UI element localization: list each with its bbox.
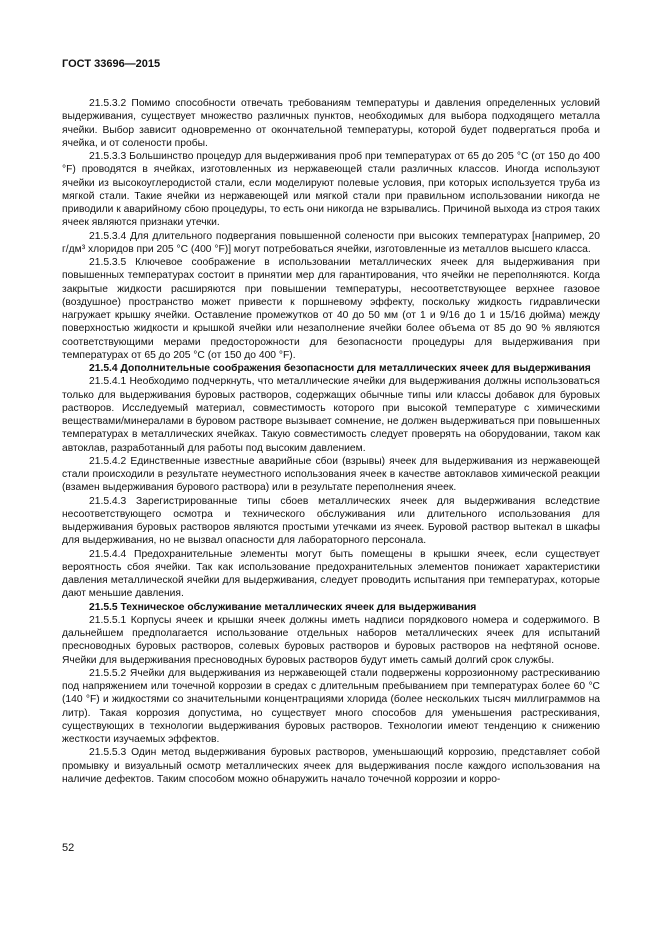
paragraph: 21.5.3.3 Большинство процедур для выдерживания проб при температурах от 65 до 205 °С (от 150 до 400 °F) проводятся в ячейках, изготовленных из нержавеющей стали различных классов. Иногда используют ячейки из высокоуглеродистой стали, если моделируют полевые условия, при которых используется труба из мягкой стали. Такие ячейки из нержавеющей или мягкой стали при правильном использовании никогда не приводили к аварийному сбою процедуры, то есть они никогда не взрывались. Причиной выхода из строя таких ячеек являются признаки утечки.	[62, 151, 600, 229]
paragraph: 21.5.3.5 Ключевое соображение в использовании металлических ячеек для выдерживания при повышенных температурах состоит в принятии мер для гарантирования, что ячейки не переполняются. Когда закрытые жидкости расширяются при повышении температуры, несоответствующее верхнее газовое (воздушное) пространство может привести к поршневому эффекту, поскольку жидкость гидравлически нагружает крышку ячейки. Оставление промежутков от 40 до 50 мм (от 1 и 9/16 до 1 и 15/16 дюйма) между поверхностью жидкости и крышкой ячейки или незаполнение ячейки более объема от 85 до 90 % являются соответствующими мерами предосторожности для безопасности процедуры для выдерживания при температурах от 65 до 205 °С (от 150 до 400 °F).	[62, 257, 600, 361]
paragraph: 21.5.4.3 Зарегистрированные типы сбоев металлических ячеек для выдерживания вследствие несоответствующего осмотра и технического обслуживания или длительного использования для выдерживания буровых растворов являются простыми утечками из ячеек. Буровой раствор вытекал в шкафы для выдерживания, но не вызвал опасности для лабораторного персонала.	[62, 495, 600, 547]
page-number: 52	[62, 842, 75, 854]
paragraph: 21.5.5.2 Ячейки для выдерживания из нержавеющей стали подвержены коррозионному растрескиванию под напряжением или точечной коррозии в средах с длительным пребыванием при температурах более 60 °С (140 °F) и жидкостями со значительными концентрациями хлорида (более нескольких тысяч миллиграммов на литр). Такая коррозия допустима, но существует много способов для уменьшения растрескивания, существующих в технологии выдерживания буровых растворов. Технологии имеют тенденцию к снижению жесткости изучаемых эффектов.	[62, 667, 600, 745]
paragraph: 21.5.3.4 Для длительного подвергания повышенной солености при высоких температурах [например, 20 г/дм³ хлоридов при 205 °С (400 °F)] могут потребоваться ячейки, изготовленные из металлов высшего класса.	[62, 230, 600, 255]
paragraph: 21.5.5.3 Один метод выдерживания буровых растворов, уменьшающий коррозию, представляет собой промывку и визуальный осмотр металлических ячеек для выдерживания после каждого использования на наличие дефектов. Таким способом можно обнаружить начало точечной коррозии и корро-	[62, 747, 600, 785]
document-body	[62, 97, 600, 786]
section-heading: 21.5.5 Техническое обслуживание металлических ячеек для выдерживания	[89, 601, 477, 613]
document-header: ГОСТ 33696—2015	[62, 58, 161, 70]
paragraph: 21.5.3.2 Помимо способности отвечать требованиям температуры и давления определенных условий выдерживания, существует множество различных пунктов, необходимых для выбора подходящего металла ячейки. Выбор зависит одновременно от окончательной температуры, которой будет подвергаться проба и ячейка, и от солености пробы.	[62, 98, 600, 149]
paragraph: 21.5.4.2 Единственные известные аварийные сбои (взрывы) ячеек для выдерживания из нержавеющей стали происходили в результате неуместного использования ячеек в качестве автоклавов химической реакции (взамен выдерживания бурового раствора) или в результате переполнения ячеек.	[62, 455, 600, 494]
paragraph: 21.5.5.1 Корпусы ячеек и крышки ячеек должны иметь надписи порядкового номера и содержимого. В дальнейшем предполагается использование отдельных наборов металлических ячеек для испытаний пресноводных буровых растворов, солевых буровых растворов и буровых растворов на нефтяной основе. Ячейки для выдерживания пресноводных буровых растворов будут иметь самый долгий срок службы.	[62, 614, 600, 666]
paragraph: 21.5.4.1 Необходимо подчеркнуть, что металлические ячейки для выдерживания должны использоваться только для выдерживания буровых растворов, содержащих обычные типы или классы добавок для буровых растворов. Исследуемый материал, совместимость которого при высокой температуре с химическими веществами/минералами в буровом растворе вызывает сомнение, не должен выдерживаться при повышенных температурах в металлических ячейках. Такую совместимость следует проверять на оборудовании, таком как автоклав, разработанный для работы под высоким давлением.	[62, 376, 600, 454]
section-heading: 21.5.4 Дополнительные соображения безопасности для металлических ячеек для выдерживания	[89, 363, 591, 374]
paragraph: 21.5.4.4 Предохранительные элементы могут быть помещены в крышки ячеек, если существует вероятность сбоя ячейки. Так как использование предохранительных элементов понижает характеристики давления металлической ячейки для выдерживания, следует проводить испытания при температурах, которые дают меньшие давления.	[62, 548, 600, 600]
